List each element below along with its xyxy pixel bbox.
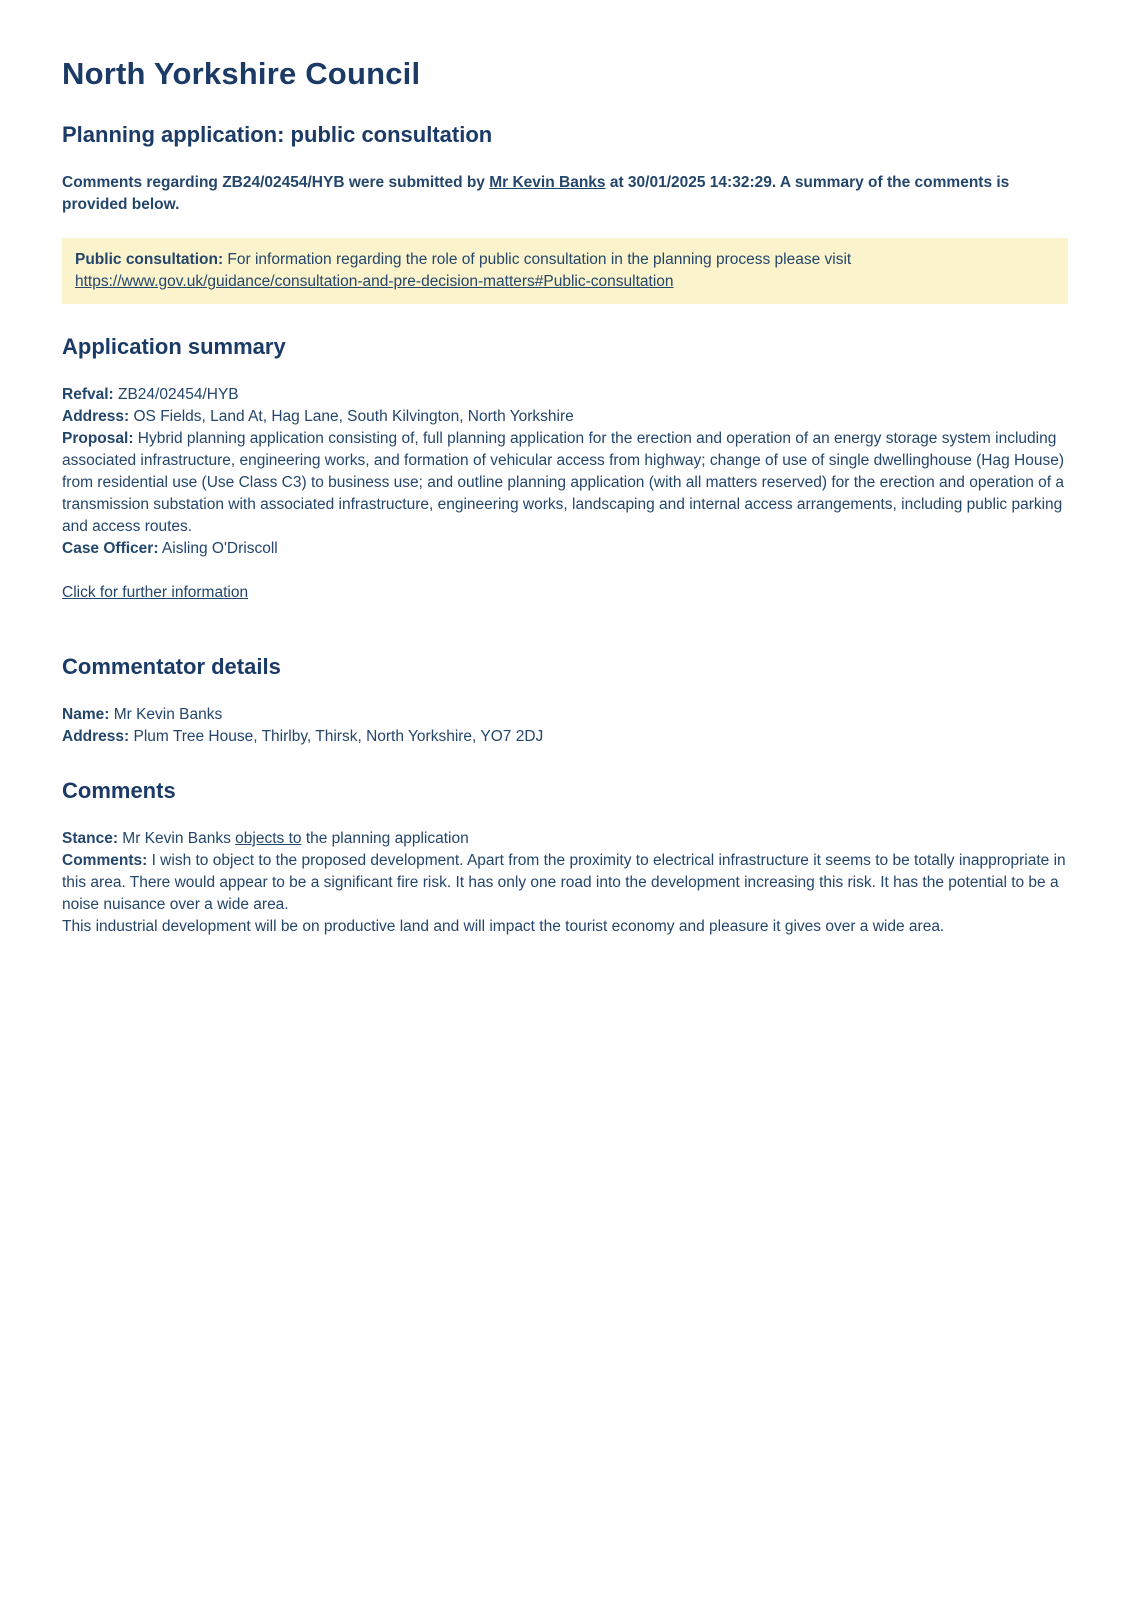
application-summary-details <box>62 384 1068 560</box>
comments-label: Comments: <box>62 852 148 869</box>
refval-label: Refval: <box>62 386 114 403</box>
case-officer-label: Case Officer: <box>62 540 159 557</box>
intro-text-before-link: Comments regarding ZB24/02454/HYB were submitted by <box>62 174 490 191</box>
refval-value: ZB24/02454/HYB <box>113 386 239 403</box>
stance-label: Stance: <box>62 830 118 847</box>
further-information-link[interactable]: Click for further information <box>62 584 249 601</box>
stance-text-pre: Mr Kevin Banks <box>118 830 236 847</box>
stance-objects-to-text: objects to <box>235 830 302 847</box>
commenter-name-link[interactable]: Mr Kevin Banks <box>489 174 606 191</box>
section-heading-commentator-details: Commentator details <box>62 654 281 679</box>
section-heading-application-summary: Application summary <box>62 334 286 359</box>
proposal-label: Proposal: <box>62 430 134 447</box>
commentator-name-label: Name: <box>62 706 110 723</box>
notice-text: For information regarding the role of public consultation in the planning process please visit <box>223 251 852 268</box>
commentator-name-value: Mr Kevin Banks <box>109 706 223 723</box>
application-address-label: Address: <box>62 408 130 425</box>
case-officer-value: Aisling O'Driscoll <box>158 540 278 557</box>
public-consultation-notice <box>62 238 1068 304</box>
notice-label: Public consultation: <box>75 251 224 268</box>
stance-text-post: the planning application <box>301 830 469 847</box>
section-heading-public-consultation: Planning application: public consultation <box>62 122 493 147</box>
commentator-address-label: Address: <box>62 728 130 745</box>
commentator-address-value: Plum Tree House, Thirlby, Thirsk, North Yorkshire, YO7 2DJ <box>129 728 544 745</box>
section-heading-comments: Comments <box>62 778 176 803</box>
comments-text-2: This industrial development will be on productive land and will impact the tourist economy and pleasure it gives over a wide area. <box>62 918 945 935</box>
intro-text-after-link: at 30/01/2025 14:32:29. A summary of the comments is provided below. <box>62 174 1010 213</box>
intro-paragraph <box>62 172 1068 216</box>
commentator-details <box>62 704 1068 748</box>
comments-body <box>62 828 1068 938</box>
comments-text: I wish to object to the proposed development. Apart from the proximity to electrical infrastructure it seems to be totally inappropriate in this area. There would appear to be a significant fire risk. It has only one road into the development increasing this risk. It has the potential to be a noise nuisance over a wide area. <box>62 852 1066 913</box>
proposal-value: Hybrid planning application consisting of, full planning application for the erection and operation of an energy storage system including associated infrastructure, engineering works, and formation of vehicular access from highway; change of use of single dwellinghouse (Hag House) from residential use (Use Class C3) to business use; and outline planning application (with all matters reserved) for the erection and operation of a transmission substation with associated infrastructure, engineering works, landscaping and internal access arrangements, including public parking and access routes. <box>62 430 1065 535</box>
application-address-value: OS Fields, Land At, Hag Lane, South Kilvington, North Yorkshire <box>129 408 574 425</box>
gov-uk-consultation-link[interactable]: https://www.gov.uk/guidance/consultation-and-pre-decision-matters#Public-consultation <box>75 273 674 290</box>
page-title: North Yorkshire Council <box>62 56 421 91</box>
